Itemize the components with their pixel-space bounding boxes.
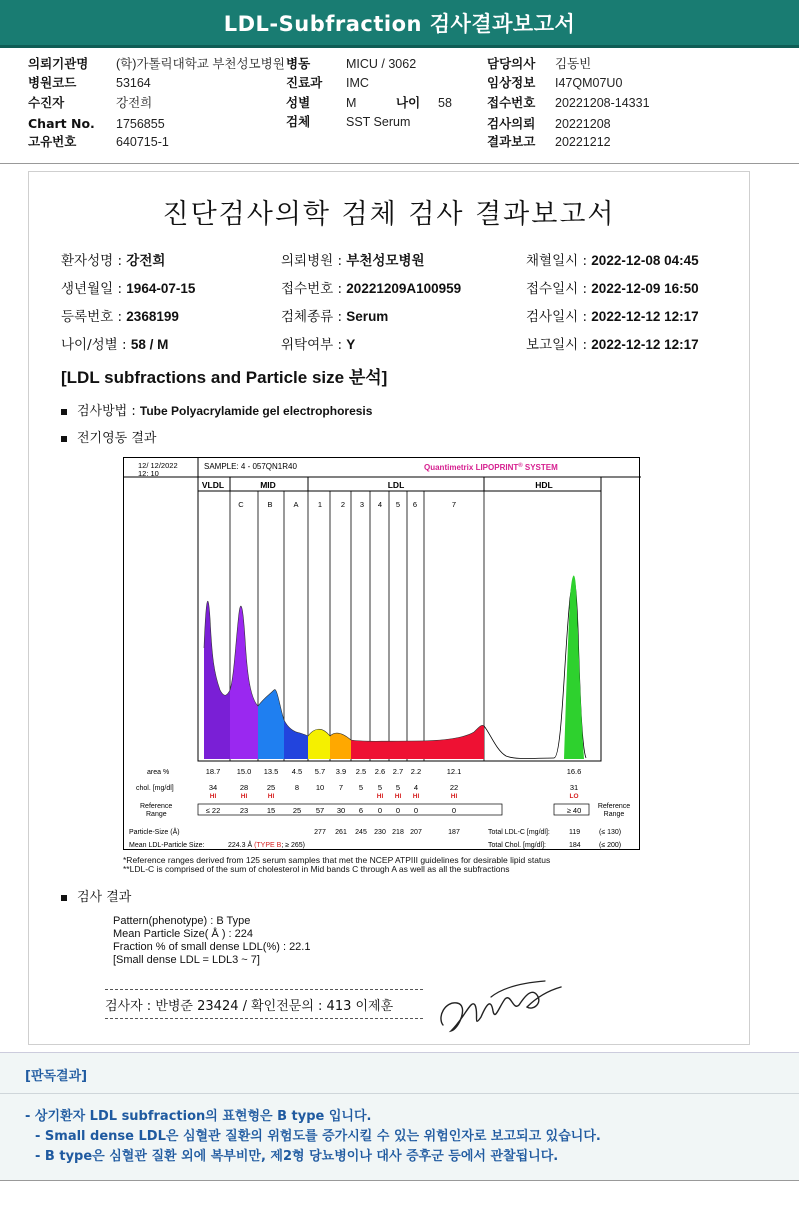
band-label-5: 5 [395,500,401,509]
chol-value: 8 [294,783,300,792]
chol-value: 4 [413,783,419,792]
region-label-hdl: HDL [535,480,553,490]
chol-value: 5 [358,783,364,792]
peak-mid-b [258,690,284,759]
info-value: 2368199 [126,309,179,324]
band-label-2: 2 [340,500,346,509]
flag-hi: HI [267,793,275,800]
info-item [526,277,699,297]
label-doctor: 담당의사 [487,56,536,71]
row-label-chol: chol. [mg/dl] [136,785,174,792]
right-ref-label-2: Range [603,811,625,818]
signature-divider-top [105,989,423,990]
value-clinical-info: I47QM07U0 [555,76,623,90]
value-receipt-no: 20221208-14331 [555,96,650,110]
info-value: 20221209A100959 [346,281,462,296]
report-heading: 진단검사의학 검체 검사 결과보고서 [162,199,616,230]
value-report-date: 20221212 [555,135,611,149]
area-value: 3.9 [335,767,347,776]
label-receipt-no: 접수번호 [487,95,536,110]
label-request-date: 검사의뢰 [487,116,536,131]
area-value: 2.5 [355,767,367,776]
signature-image [435,977,565,1041]
result-sd-definition: [Small dense LDL = LDL3 ~ 7] [113,954,260,966]
chol-value: 31 [569,783,579,792]
ref-value: ≥ 40 [566,806,582,815]
info-value: 1964-07-15 [126,281,196,296]
value-request-date: 20221208 [555,117,611,131]
chart-brand-mark: ® [518,463,523,469]
label-chart-no: Chart No. [28,116,95,131]
info-value: 2022-12-12 12:17 [591,309,699,324]
particle-size-value: 187 [448,829,460,836]
mean-ref-value: ; ≥ 265) [281,842,305,849]
label-hospital-code: 병원코드 [28,75,77,90]
mean-size-value: 224.3 Å [228,842,255,849]
info-value: 2022-12-09 16:50 [591,281,699,296]
area-value: 16.6 [566,767,582,776]
info-label: 생년월일 : [61,281,127,297]
result-pattern: Pattern(phenotype) : B Type [113,915,251,927]
value-age: 58 [438,96,452,110]
info-label: 나이/성별 : [61,337,131,353]
info-label: 접수일시 : [526,281,592,297]
mean-size-text [228,840,305,849]
flag-hi: HI [240,793,248,800]
info-value: Serum [346,309,389,324]
bullet-icon [61,436,67,442]
particle-size-value: 245 [355,829,367,836]
info-label: 위탁여부 : [281,337,347,353]
electro-label: 전기영동 결과 [77,431,157,446]
region-label-mid: MID [260,480,276,490]
info-value: 2022-12-12 12:17 [591,337,699,352]
bullet-icon [61,895,67,901]
chol-value: 28 [239,783,249,792]
value-chart-no: 1756855 [116,117,165,131]
value-doctor: 김동빈 [555,57,592,71]
chol-value: 10 [315,783,325,792]
result-sd-fraction: Fraction % of small dense LDL(%) : 22.1 [113,941,311,953]
area-value: 2.6 [374,767,386,776]
info-label: 채혈일시 : [526,253,592,269]
label-collector: 수진자 [28,95,65,110]
info-label: 등록번호 : [61,309,127,325]
value-sex: M [346,96,357,110]
info-value: 부천성모병원 [346,253,425,268]
label-specimen: 검체 [286,114,311,129]
header-divider [0,163,799,164]
value-specimen: SST Serum [346,115,411,129]
total-ref: (≤ 130) [599,829,622,836]
chol-value: 5 [377,783,383,792]
flag-hi: HI [412,793,420,800]
label-institution: 의뢰기관명 [28,56,89,71]
ref-value: 6 [358,806,364,815]
row-label-mean: Mean LDL-Particle Size: [129,842,205,849]
right-ref-label-1: Reference [597,803,631,810]
signer-line: 검사자 : 반병준 23424 / 확인전문의 : 413 이제훈 [105,999,394,1014]
ref-value: 15 [266,806,276,815]
region-label-ldl: LDL [387,480,405,490]
total-ref: (≤ 200) [599,842,622,849]
section-title: [LDL subfractions and Particle size 분석] [61,368,388,387]
area-value: 4.5 [291,767,303,776]
interpretation-line-2: - Small dense LDL은 심혈관 질환의 위험도를 증가시킬 수 있는 위험인자로 보고되고 있습니다. [35,1129,601,1144]
chol-value: 22 [449,783,459,792]
info-label: 접수번호 : [281,281,347,297]
area-value: 13.5 [263,767,279,776]
peak-ldl-3-7 [351,725,484,759]
band-label-C: C [238,500,244,509]
ref-value: 57 [315,806,325,815]
particle-size-value: 218 [392,829,404,836]
chol-value: 34 [208,783,218,792]
result-label: 검사 결과 [77,890,132,905]
result-line [61,886,131,905]
bullet-icon [61,409,67,415]
ref-value: ≤ 22 [205,806,221,815]
info-item [61,305,179,325]
info-label: 보고일시 : [526,337,592,353]
label-sex: 성별 [286,95,311,110]
chol-value: 25 [266,783,276,792]
info-value: 58 / M [130,337,169,352]
flag-hi: HI [394,793,402,800]
chol-value: 5 [395,783,401,792]
info-label: 의뢰병원 : [281,253,347,269]
total-label: Total LDL-C [mg/dl]: [488,829,550,836]
interpretation-divider [0,1093,799,1094]
info-item [61,277,195,297]
particle-size-value: 261 [335,829,347,836]
band-label-A: A [293,500,299,509]
flag-hi: HI [376,793,384,800]
ref-value: 25 [292,806,302,815]
footnote-1: *Reference ranges derived from 125 serum samples that met the NCEP ATPIII guidelines for desirable lipid status [123,855,551,865]
total-value: 119 [569,829,581,836]
value-ward: MICU / 3062 [346,57,417,71]
info-item [61,249,165,269]
info-item [281,249,425,269]
footnote-2: **LDL-C is comprised of the sum of cholesterol in Mid bands C through A as well as all the subfractions [123,864,510,874]
band-label-B: B [267,500,273,509]
band-label-7: 7 [451,500,457,509]
area-value: 5.7 [314,767,326,776]
interpretation-title: [판독결과] [25,1069,88,1084]
region-label-vldl: VLDL [201,480,225,490]
method-line [61,400,372,419]
info-item [281,305,388,325]
band-label-4: 4 [377,500,383,509]
ref-value: 23 [239,806,249,815]
ref-value: 0 [413,806,419,815]
info-item [526,249,699,269]
interpretation-line-1: - 상기환자 LDL subfraction의 표현형은 B type 입니다. [25,1109,372,1124]
chart-brand: Quantimetrix LIPOPRINT® SYSTEM [424,463,558,472]
info-item [281,277,461,297]
peak-hdl [564,576,584,759]
band-label-3: 3 [359,500,365,509]
report-document [28,171,750,1045]
area-value: 12.1 [446,767,462,776]
area-value: 2.7 [392,767,404,776]
value-institution: (학)가톨릭대학교 부천성모병원 [116,57,285,71]
lipoprint-svg [124,458,641,851]
info-label: 환자성명 : [61,253,127,269]
area-value: 15.0 [236,767,252,776]
value-unique-no: 640715-1 [116,135,169,149]
value-department: IMC [346,76,369,90]
lipoprint-chart [123,457,640,850]
peak-ldl-1 [308,729,330,759]
ref-value: 30 [336,806,346,815]
signature-divider-bottom [105,1018,423,1019]
interpretation-line-3: - B type은 심혈관 질환 외에 복부비만, 제2형 당뇨병이나 대사 증후군 등에서 관찰됩니다. [35,1149,559,1164]
label-report-date: 결과보고 [487,134,536,149]
flag-hi: HI [209,793,217,800]
row-label-ref-1: Reference [140,803,173,810]
row-label-particle: Particle-Size (Å) [129,829,180,836]
chart-date-line1: 12/ 12/2022 [138,461,178,470]
label-age: 나이 [396,95,421,110]
value-hospital-code: 53164 [116,76,151,90]
value-collector: 강전희 [116,96,153,110]
label-unique-no: 고유번호 [28,134,77,149]
info-item [61,333,168,353]
bottom-divider [0,1180,799,1181]
report-title-bar: LDL-Subfraction 검사결과보고서 [0,0,799,48]
chart-brand-suffix: SYSTEM [522,463,558,472]
particle-size-value: 230 [374,829,386,836]
mean-type-value: (TYPE B [254,842,282,849]
band-label-6: 6 [412,500,418,509]
info-label: 검체종류 : [281,309,347,325]
ref-value: 0 [377,806,383,815]
area-value: 2.2 [410,767,422,776]
info-value: Y [346,337,356,352]
chart-date-line2: 12: 10 [138,469,159,478]
chol-value: 7 [338,783,344,792]
flag-lo: LO [569,793,579,800]
info-label: 검사일시 : [526,309,592,325]
total-value: 184 [569,842,581,849]
band-label-1: 1 [317,500,323,509]
ref-value: 0 [451,806,457,815]
label-department: 진료과 [286,75,323,90]
info-item [281,333,355,353]
info-value: 2022-12-08 04:45 [591,253,699,268]
peak-ldl-2 [330,733,351,759]
label-clinical-info: 임상정보 [487,75,536,90]
info-value: 강전희 [126,253,166,268]
method-value: Tube Polyacrylamide gel electrophoresis [139,404,373,418]
peak-mid-c [230,606,258,759]
electro-line [61,427,156,446]
particle-size-value: 277 [314,829,326,836]
chart-sample-id: SAMPLE: 4 - 057QN1R40 [204,462,297,471]
result-mean-size: Mean Particle Size( Å ) : 224 [113,928,254,940]
area-value: 18.7 [205,767,221,776]
row-label-ref-2: Range [146,811,167,818]
label-ward: 병동 [286,56,311,71]
info-item [526,333,699,353]
particle-size-value: 207 [410,829,422,836]
row-label-area: area % [147,769,170,776]
total-label: Total Chol. [mg/dl]: [488,842,546,849]
flag-hi: HI [450,793,458,800]
info-item [526,305,699,325]
interpretation-panel [0,1052,799,1180]
method-label: 검사방법 : [77,404,140,419]
ref-value: 0 [395,806,401,815]
